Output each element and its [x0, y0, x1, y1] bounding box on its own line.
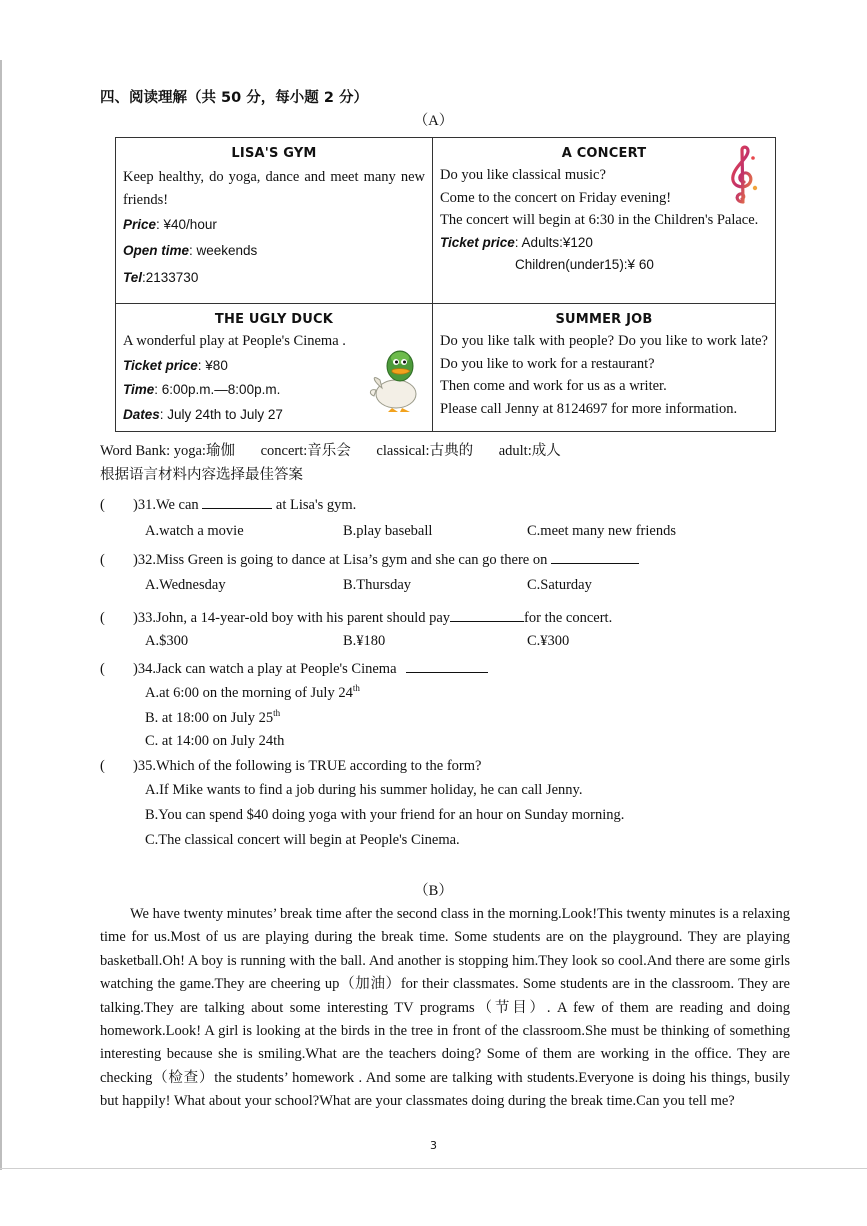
concert-children-price: Children(under15):¥ 60 — [515, 257, 654, 272]
section-title: 四、阅读理解（共 50 分，每小题 2 分） — [100, 90, 368, 106]
duck-ad-title: THE UGLY DUCK — [214, 312, 334, 327]
job-line-1: Do you like talk with people? Do you like to work late? Do you like to work for a restaurant? — [440, 333, 768, 372]
answer-bracket[interactable]: ( — [100, 610, 105, 626]
question-34 — [100, 658, 488, 678]
gym-open-value: : weekends — [189, 242, 258, 258]
duck-dates-value: : July 24th to July 27 — [159, 406, 283, 422]
question-stem-end: for the concert. — [524, 610, 613, 626]
duck-ad — [116, 304, 433, 432]
ads-table — [115, 137, 776, 432]
part-a-label: （A） — [413, 113, 454, 129]
gym-open-label: Open time — [123, 242, 190, 258]
word-bank-item: concert:音乐会 — [260, 443, 351, 459]
option-b: B.You can spend $40 doing yoga with your friend for an hour on Sunday morning. — [145, 807, 625, 823]
option-c: C.¥300 — [527, 633, 570, 649]
duck-ticket-value: : ¥80 — [197, 357, 228, 373]
page-bottom-rule — [0, 1168, 867, 1169]
option-a: A.watch a movie — [145, 523, 244, 539]
option-b: B.Thursday — [343, 577, 412, 593]
gym-price-value: : ¥40/hour — [156, 217, 217, 232]
question-stem: )31.We can — [133, 497, 199, 513]
option-c: C.meet many new friends — [527, 523, 676, 539]
instruction: 根据语言材料内容选择最佳答案 — [100, 467, 303, 483]
concert-ticket-label: Ticket price — [440, 234, 515, 250]
duck-ticket-label: Ticket price — [123, 357, 198, 373]
option-b — [145, 708, 280, 727]
concert-ad — [433, 138, 776, 304]
option-a: A.$300 — [145, 633, 189, 649]
concert-ad-title: A CONCERT — [561, 146, 647, 161]
word-bank-item: classical:古典的 — [376, 443, 474, 459]
option-b-text: B. at 18:00 on July 25 — [145, 709, 274, 726]
duck-icon — [366, 344, 424, 414]
option-c: C.The classical concert will begin at People's Cinema. — [145, 832, 460, 848]
option-b: B.play baseball — [343, 523, 433, 539]
superscript: th — [352, 683, 360, 693]
superscript: th — [273, 708, 281, 718]
duck-time-value: : 6:00p.m.—8:00p.m. — [154, 382, 281, 397]
answer-blank — [450, 607, 524, 622]
answer-bracket[interactable]: ( — [100, 552, 105, 568]
word-bank — [100, 439, 583, 460]
answer-blank — [202, 494, 272, 509]
option-a: A.Wednesday — [145, 577, 226, 593]
gym-ad-desc: Keep healthy, do yoga, dance and meet many new friends! — [123, 169, 425, 208]
gym-price-label: Price — [123, 217, 157, 232]
page-number: 3 — [430, 1139, 437, 1152]
duck-time-label: Time — [123, 382, 155, 397]
concert-line-2: Come to the concert on Friday evening! — [440, 189, 672, 206]
job-ad-title: SUMMER JOB — [555, 312, 653, 327]
question-stem-end: at Lisa's gym. — [272, 497, 357, 513]
question-stem: )34.Jack can watch a play at People's Cinema — [133, 661, 397, 677]
concert-ticket-value: : Adults:¥120 — [514, 234, 593, 250]
job-line-3: Please call Jenny at 8124697 for more information. — [440, 400, 738, 417]
word-bank-item: adult:成人 — [498, 443, 561, 459]
duck-ad-desc: A wonderful play at People's Cinema . — [123, 333, 346, 349]
question-stem: )33.John, a 14-year-old boy with his parent should pay — [133, 610, 451, 626]
option-a-text: A.at 6:00 on the morning of July 24 — [145, 684, 353, 701]
job-line-2: Then come and work for us as a writer. — [440, 378, 667, 394]
answer-bracket[interactable]: ( — [100, 497, 105, 513]
gym-ad — [116, 138, 433, 304]
option-c: C. at 14:00 on July 24th — [145, 733, 285, 749]
question-31 — [100, 494, 356, 514]
word-bank-item: Word Bank: yoga:瑜伽 — [100, 443, 235, 459]
answer-blank — [551, 549, 639, 564]
option-a — [145, 683, 360, 702]
question-stem: )32.Miss Green is going to dance at Lisa’s gym and she can go there on — [133, 552, 548, 568]
concert-line-1: Do you like classical music? — [440, 167, 606, 183]
question-32 — [100, 549, 639, 569]
duck-dates-label: Dates — [123, 406, 160, 422]
passage-b: We have twenty minutes’ break time after the second class in the morning.Look!This twenty minutes is a relaxing time for us.Most of us are playing during the break time. Some students are on the playground. They are playing basketball.Oh! A boy is running with the ball. And another is stopping him.They look so cool.And there are some girls watching the game.They are cheering up（加油）for their classmates. Some students are in the classroom. They are talking.They are talking about some interesting TV programs（节目）. A few of them are reading and doing homework.Look! A girl is looking at the birds in the tree in front of the classroom.She must be thinking of something interesting because she is smiling.What are the teachers doing? Some of them are working in the office. They are checking（检查）the students’ homework . And some are talking with students.Everyone is doing his things, busily but happily! What about your school?What are your classmates doing during the break time.Can you tell me? — [100, 906, 790, 1110]
gym-tel-label: Tel — [123, 270, 143, 285]
option-c: C.Saturday — [527, 577, 592, 593]
gym-ad-title: LISA'S GYM — [231, 146, 317, 161]
answer-bracket[interactable]: ( — [100, 661, 105, 677]
question-stem: )35.Which of the following is TRUE according to the form? — [133, 758, 482, 774]
answer-blank — [406, 658, 488, 673]
question-33 — [100, 607, 612, 627]
job-ad — [433, 304, 776, 432]
gym-tel-value: :2133730 — [142, 270, 199, 285]
page-left-border — [0, 60, 2, 1170]
option-a: A.If Mike wants to find a job during his summer holiday, he can call Jenny. — [145, 782, 583, 798]
answer-bracket[interactable]: ( — [100, 758, 105, 774]
part-b-label: （B） — [414, 883, 453, 899]
option-b: B.¥180 — [343, 633, 386, 649]
concert-line-3: The concert will begin at 6:30 in the Children's Palace. — [440, 212, 759, 228]
treble-clef-icon — [723, 144, 763, 206]
question-35 — [100, 758, 481, 775]
